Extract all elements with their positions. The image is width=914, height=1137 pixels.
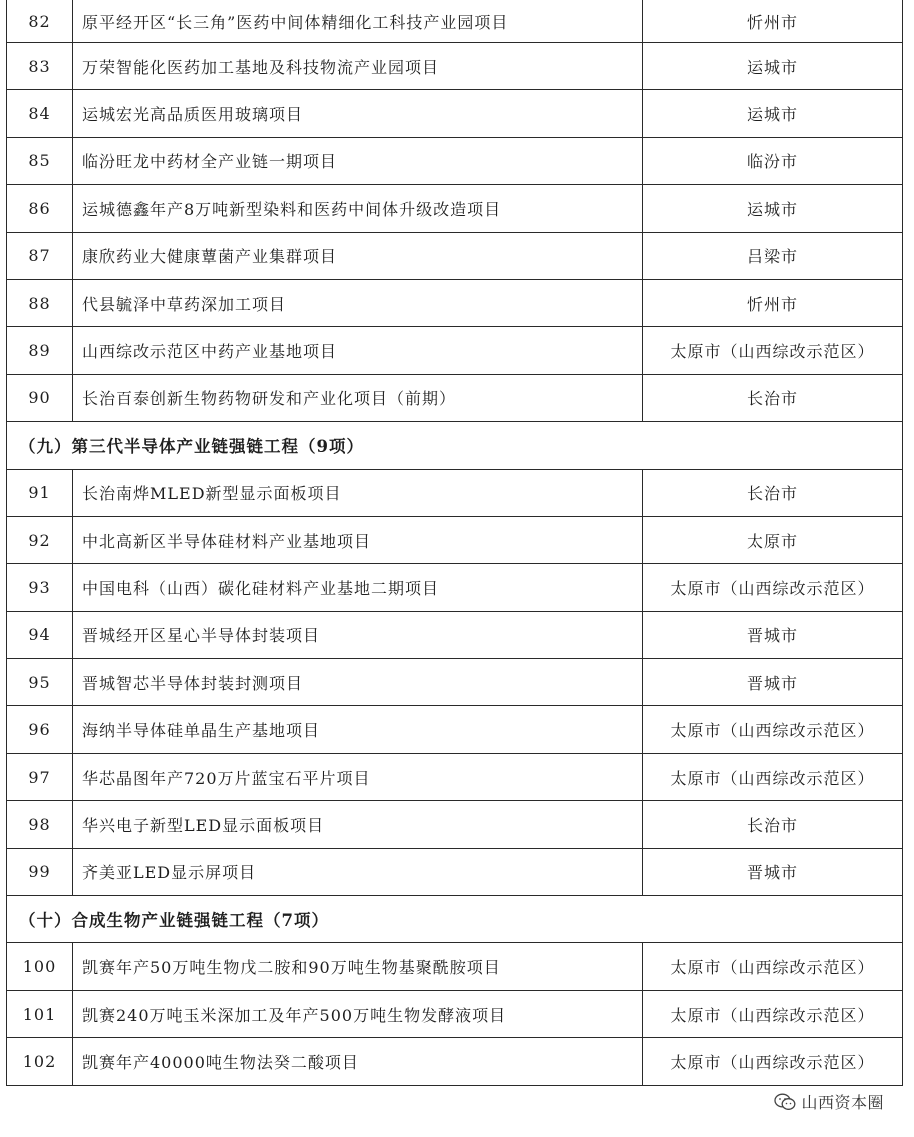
- project-location: 太原市（山西综改示范区）: [643, 943, 903, 990]
- project-name: 华兴电子新型LED显示面板项目: [73, 801, 643, 848]
- table-row: [7, 43, 903, 90]
- row-number: 97: [7, 753, 73, 800]
- project-location: 太原市（山西综改示范区）: [643, 706, 903, 753]
- project-name: 凯赛年产40000吨生物法癸二酸项目: [73, 1038, 643, 1085]
- project-location: 晋城市: [643, 659, 903, 706]
- table-row: [7, 90, 903, 137]
- project-location: 忻州市: [643, 279, 903, 326]
- table-row: [7, 564, 903, 611]
- project-location: 临汾市: [643, 137, 903, 184]
- project-name: 运城德鑫年产8万吨新型染料和医药中间体升级改造项目: [73, 185, 643, 232]
- table-row: [7, 990, 903, 1037]
- project-location: 晋城市: [643, 848, 903, 895]
- table-row: [7, 753, 903, 800]
- project-name: 万荣智能化医药加工基地及科技物流产业园项目: [73, 43, 643, 90]
- project-name: 中国电科（山西）碳化硅材料产业基地二期项目: [73, 564, 643, 611]
- row-number: 100: [7, 943, 73, 990]
- table-row: [7, 706, 903, 753]
- table-row: [7, 801, 903, 848]
- project-location: 晋城市: [643, 611, 903, 658]
- table-row: [7, 943, 903, 990]
- table-row: [7, 659, 903, 706]
- row-number: 82: [7, 0, 73, 43]
- table-row: [7, 185, 903, 232]
- row-number: 102: [7, 1038, 73, 1085]
- row-number: 96: [7, 706, 73, 753]
- project-name: 代县毓泽中草药深加工项目: [73, 279, 643, 326]
- row-number: 91: [7, 469, 73, 516]
- table-row: [7, 232, 903, 279]
- row-number: 84: [7, 90, 73, 137]
- section-header-row: [7, 896, 903, 943]
- project-location: 忻州市: [643, 0, 903, 43]
- project-name: 山西综改示范区中药产业基地项目: [73, 327, 643, 374]
- project-location: 运城市: [643, 90, 903, 137]
- table-row: [7, 848, 903, 895]
- section-header-row: [7, 422, 903, 469]
- table-row: [7, 1038, 903, 1085]
- project-name: 晋城经开区星心半导体封装项目: [73, 611, 643, 658]
- project-location: 太原市（山西综改示范区）: [643, 753, 903, 800]
- table-row: [7, 516, 903, 563]
- project-name: 齐美亚LED显示屏项目: [73, 848, 643, 895]
- project-name: 凯赛240万吨玉米深加工及年产500万吨生物发酵液项目: [73, 990, 643, 1037]
- table-row: [7, 137, 903, 184]
- row-number: 87: [7, 232, 73, 279]
- row-number: 93: [7, 564, 73, 611]
- project-location: 太原市: [643, 516, 903, 563]
- project-name: 中北高新区半导体硅材料产业基地项目: [73, 516, 643, 563]
- section-title-synthetic-biology: （十）合成生物产业链强链工程（7项）: [7, 896, 903, 943]
- table-row: [7, 279, 903, 326]
- wechat-icon: [774, 1093, 796, 1111]
- row-number: 99: [7, 848, 73, 895]
- project-name: 临汾旺龙中药材全产业链一期项目: [73, 137, 643, 184]
- project-location: 太原市（山西综改示范区）: [643, 990, 903, 1037]
- section-title-semiconductor: （九）第三代半导体产业链强链工程（9项）: [7, 422, 903, 469]
- row-number: 86: [7, 185, 73, 232]
- watermark-text: 山西资本圈: [801, 1093, 884, 1112]
- project-name: 运城宏光高品质医用玻璃项目: [73, 90, 643, 137]
- project-name: 康欣药业大健康蕈菌产业集群项目: [73, 232, 643, 279]
- project-table: [6, 0, 903, 1086]
- table-row: [7, 469, 903, 516]
- row-number: 92: [7, 516, 73, 563]
- project-name: 凯赛年产50万吨生物戊二胺和90万吨生物基聚酰胺项目: [73, 943, 643, 990]
- row-number: 85: [7, 137, 73, 184]
- wechat-watermark: [768, 1088, 890, 1115]
- table-row: [7, 611, 903, 658]
- project-location: 长治市: [643, 469, 903, 516]
- row-number: 83: [7, 43, 73, 90]
- project-location: 长治市: [643, 374, 903, 421]
- project-location: 吕梁市: [643, 232, 903, 279]
- project-name: 华芯晶图年产720万片蓝宝石平片项目: [73, 753, 643, 800]
- project-location: 运城市: [643, 43, 903, 90]
- row-number: 94: [7, 611, 73, 658]
- row-number: 89: [7, 327, 73, 374]
- table-row: [7, 374, 903, 421]
- row-number: 90: [7, 374, 73, 421]
- project-location: 运城市: [643, 185, 903, 232]
- project-name: 海纳半导体硅单晶生产基地项目: [73, 706, 643, 753]
- project-location: 长治市: [643, 801, 903, 848]
- project-name: 长治百泰创新生物药物研发和产业化项目（前期）: [73, 374, 643, 421]
- project-location: 太原市（山西综改示范区）: [643, 564, 903, 611]
- project-name: 长治南烨MLED新型显示面板项目: [73, 469, 643, 516]
- row-number: 101: [7, 990, 73, 1037]
- project-location: 太原市（山西综改示范区）: [643, 327, 903, 374]
- project-name: 原平经开区“长三角”医药中间体精细化工科技产业园项目: [73, 0, 643, 43]
- project-location: 太原市（山西综改示范区）: [643, 1038, 903, 1085]
- row-number: 95: [7, 659, 73, 706]
- row-number: 88: [7, 279, 73, 326]
- project-name: 晋城智芯半导体封装封测项目: [73, 659, 643, 706]
- table-row: [7, 0, 903, 43]
- row-number: 98: [7, 801, 73, 848]
- table-row: [7, 327, 903, 374]
